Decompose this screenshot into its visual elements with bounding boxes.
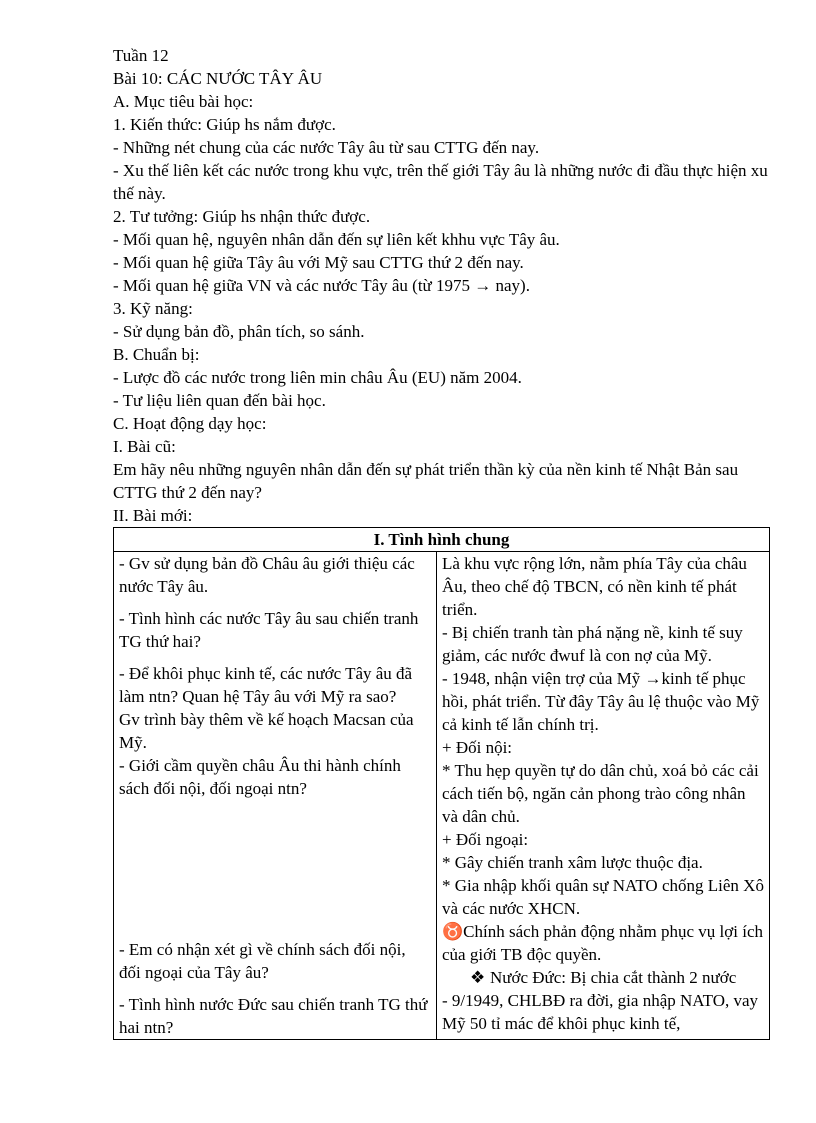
- teacher-activity: - Giới cầm quyền châu Âu thi hành chính sách đối nội, đối ngoại ntn?: [119, 756, 401, 798]
- table-header: I. Tình hình chung: [114, 528, 770, 552]
- knowledge-item: - Những nét chung của các nước Tây âu từ sau CTTG đến nay.: [113, 138, 540, 157]
- old-lesson-question: Em hãy nêu những nguyên nhân dẫn đến sự phát triển thần kỳ của nền kinh tế Nhật Bản sau CTTG thứ 2 đến nay?: [113, 460, 739, 502]
- week-label: Tuần 12: [113, 46, 169, 65]
- content-text: - Bị chiến tranh tàn phá nặng nề, kinh tế suy giảm, các nước đwuf là con nợ của Mỹ.: [442, 623, 743, 665]
- foreign-heading: + Đối ngoại:: [442, 830, 529, 849]
- content-text: Là khu vực rộng lớn, nằm phía Tây của châu Âu, theo chế độ TBCN, có nền kinh tế phát triển.: [442, 554, 747, 619]
- teacher-activity: - Để khôi phục kinh tế, các nước Tây âu đã làm ntn? Quan hệ Tây âu với Mỹ ra sao?: [119, 664, 413, 706]
- teacher-activity: - Gv sử dụng bản đồ Châu âu giới thiệu các nước Tây âu.: [119, 554, 415, 596]
- lesson-table: [113, 527, 770, 1040]
- content-text: - 1948, nhận viện trợ của Mỹ →kinh tế phục hồi, phát triển. Từ đây Tây âu lệ thuộc vào Mỹ cả kinh tế lẫn chính trị.: [442, 669, 760, 734]
- thought-heading: 2. Tư tưởng: Giúp hs nhận thức được.: [113, 207, 371, 226]
- new-lesson-heading: II. Bài mới:: [113, 506, 193, 525]
- thought-item: - Mối quan hệ giữa Tây âu với Mỹ sau CTTG thứ 2 đến nay.: [113, 253, 524, 272]
- objectives-heading: A. Mục tiêu bài học:: [113, 92, 254, 111]
- preparation-item: - Lược đồ các nước trong liên min châu Âu (EU) năm 2004.: [113, 368, 522, 387]
- skills-item: - Sử dụng bản đồ, phân tích, so sánh.: [113, 322, 365, 341]
- content-text: * Thu hẹp quyền tự do dân chủ, xoá bỏ các cải cách tiến bộ, ngăn cản phong trào công nhân và dân chủ.: [442, 761, 759, 826]
- teacher-activity: - Em có nhận xét gì về chính sách đối nội, đối ngoại của Tây âu?: [119, 940, 406, 982]
- content-text: ♉Chính sách phản động nhằm phục vụ lợi ích của giới TB độc quyền.: [442, 922, 764, 964]
- taurus-glyph-icon: ♉: [442, 922, 464, 941]
- content-cell: [437, 552, 770, 1040]
- preparation-heading: B. Chuẩn bị:: [113, 345, 200, 364]
- table-header-row: [114, 528, 770, 552]
- content-text: * Gia nhập khối quân sự NATO chống Liên Xô và các nước XHCN.: [442, 876, 764, 918]
- thought-item: - Mối quan hệ, nguyên nhân dẫn đến sự liên kết khhu vực Tây âu.: [113, 230, 560, 249]
- diamond-bullet-icon: ❖: [470, 968, 486, 987]
- teacher-activity-cell: [114, 552, 437, 1040]
- table-row: [114, 552, 770, 1040]
- lesson-title: Bài 10: CÁC NƯỚC TÂY ÂU: [113, 69, 323, 88]
- teacher-activity: Gv trình bày thêm về kế hoạch Macsan của Mỹ.: [119, 710, 414, 752]
- skills-heading: 3. Kỹ năng:: [113, 299, 193, 318]
- thought-item: - Mối quan hệ giữa VN và các nước Tây âu (từ 1975 → nay).: [113, 276, 530, 295]
- content-text: * Gây chiến tranh xâm lược thuộc địa.: [442, 853, 703, 872]
- content-text: - 9/1949, CHLBĐ ra đời, gia nhập NATO, vay Mỹ 50 tỉ mác để khôi phục kinh tế,: [442, 991, 759, 1033]
- knowledge-item: - Xu thế liên kết các nước trong khu vực, trên thế giới Tây âu là những nước đi đầu thực hiện xu thế này.: [113, 161, 768, 203]
- teacher-activity: - Tình hình nước Đức sau chiến tranh TG thứ hai ntn?: [119, 995, 428, 1037]
- preparation-item: - Tư liệu liên quan đến bài học.: [113, 391, 326, 410]
- domestic-heading: + Đối nội:: [442, 738, 513, 757]
- activities-heading: C. Hoạt động dạy học:: [113, 414, 267, 433]
- teacher-activity: - Tình hình các nước Tây âu sau chiến tranh TG thứ hai?: [119, 609, 419, 651]
- germany-bullet: ❖ Nước Đức: Bị chia cắt thành 2 nước: [470, 968, 737, 987]
- old-lesson-heading: I. Bài cũ:: [113, 437, 176, 456]
- document-page: [113, 44, 773, 1040]
- knowledge-heading: 1. Kiến thức: Giúp hs nắm được.: [113, 115, 336, 134]
